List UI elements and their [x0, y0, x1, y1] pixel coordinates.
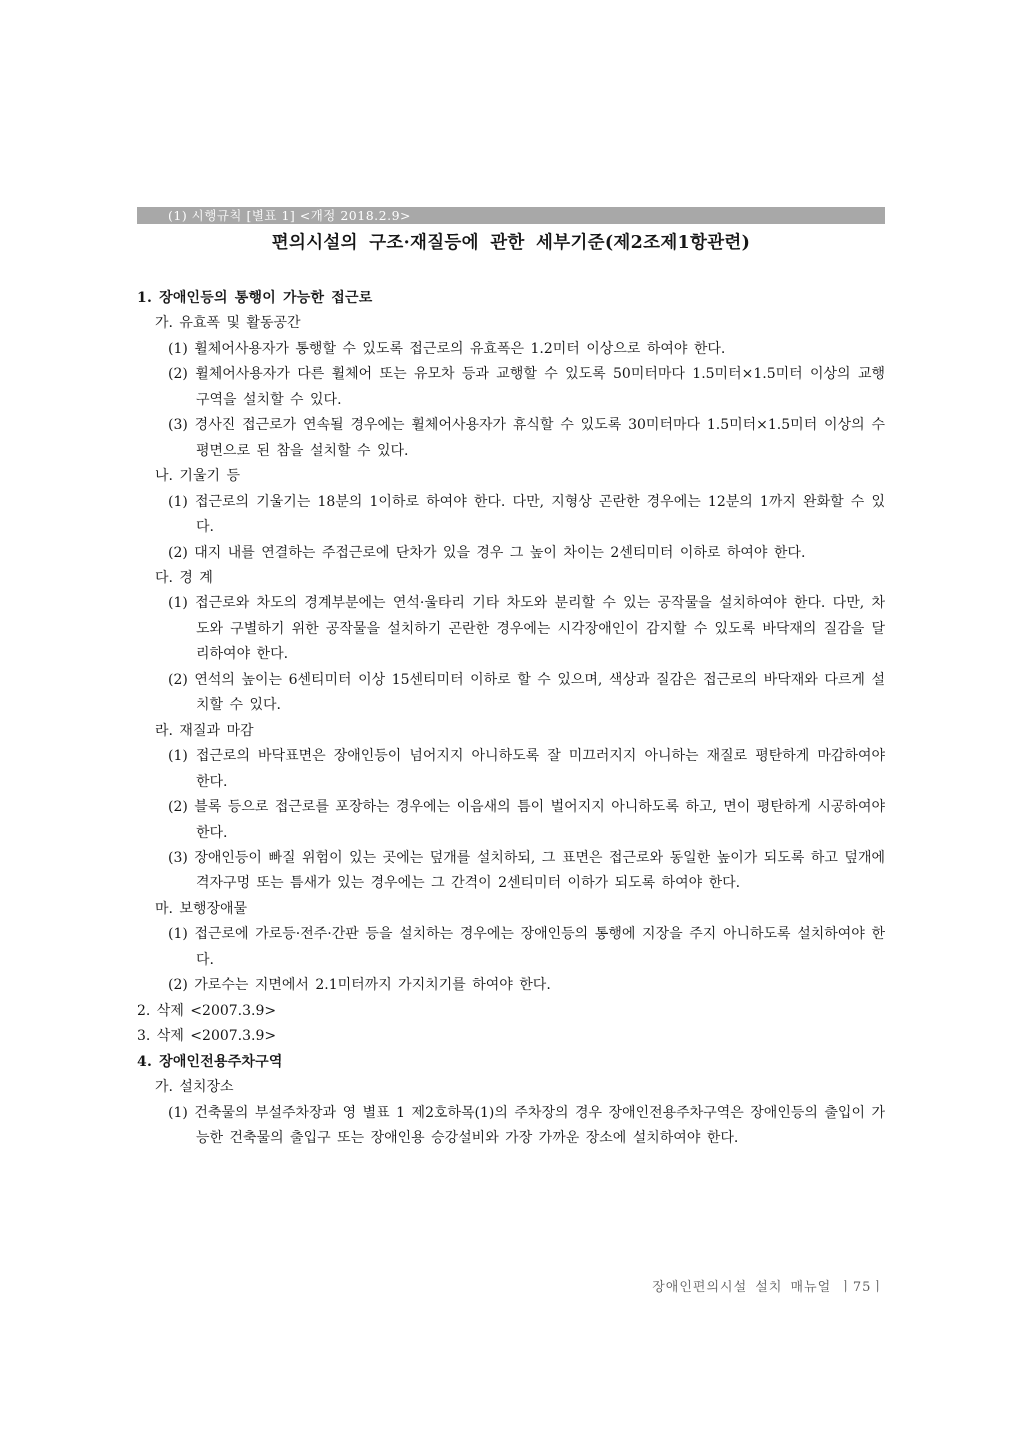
paragraph: (2) 블록 등으로 접근로를 포장하는 경우에는 이음새의 틈이 벌어지지 아니하도록 하고, 면이 평탄하게 시공하여야 한다.: [168, 799, 885, 841]
paragraph: (1) 접근로에 가로등·전주·간판 등을 설치하는 경우에는 장애인등의 통행에 지장을 주지 아니하도록 설치하여야 한다.: [168, 926, 885, 968]
paragraph: (1) 휠체어사용자가 통행할 수 있도록 접근로의 유효폭은 1.2미터 이상으로 하여야 한다.: [168, 340, 726, 357]
paragraph: 라. 재질과 마감: [155, 722, 254, 739]
paragraph: 4. 장애인전용주차구역: [137, 1053, 283, 1070]
paragraph: (2) 가로수는 지면에서 2.1미터까지 가지치기를 하여야 한다.: [168, 977, 551, 994]
revision-header-bar: (1) 시행규칙 [별표 1] <개정 2018.2.9>: [137, 207, 885, 224]
paragraph: 나. 기울기 등: [155, 468, 240, 485]
paragraph: 1. 장애인등의 통행이 가능한 접근로: [137, 290, 373, 306]
paragraph: (1) 접근로의 기울기는 18분의 1이하로 하여야 한다. 다만, 지형상 곤란한 경우에는 12분의 1까지 완화할 수 있다.: [168, 493, 885, 536]
paragraph: (3) 경사진 접근로가 연속될 경우에는 휠체어사용자가 휴식할 수 있도록 30미터마다 1.5미터×1.5미터 이상의 수평면으로 된 참을 설치할 수 있다.: [168, 417, 885, 459]
paragraph: (2) 연석의 높이는 6센티미터 이상 15센티미터 이하로 할 수 있으며, 색상과 질감은 접근로의 바닥재와 다르게 설치할 수 있다.: [168, 671, 885, 714]
paragraph: 3. 삭제 <2007.3.9>: [137, 1028, 277, 1045]
paragraph: (3) 장애인등이 빠질 위험이 있는 곳에는 덮개를 설치하되, 그 표면은 접근로와 동일한 높이가 되도록 하고 덮개에 격자구멍 또는 틈새가 있는 경우에는 그 간격이 2센티미터 이하가 되도록 하여야 한다.: [168, 849, 885, 892]
paragraph: (1) 건축물의 부설주차장과 영 별표 1 제2호하목(1)의 주차장의 경우 장애인전용주차구역은 장애인등의 출입이 가능한 건축물의 출입구 또는 장애인용 승강설비와 가장 가까운 장소에 설치하여야 한다.: [168, 1104, 885, 1146]
document-body: [137, 286, 885, 1151]
document-title: 편의시설의 구조·재질등에 관한 세부기준(제2조제1항관련): [271, 233, 751, 253]
paragraph: (2) 대지 내를 연결하는 주접근로에 단차가 있을 경우 그 높이 차이는 2센티미터 이하로 하여야 한다.: [168, 544, 806, 561]
paragraph: 가. 유효폭 및 활동공간: [155, 315, 301, 332]
paragraph: 다. 경 계: [155, 569, 213, 586]
paragraph: (1) 접근로의 바닥표면은 장애인등이 넘어지지 아니하도록 잘 미끄러지지 아니하는 재질로 평탄하게 마감하여야 한다.: [168, 748, 885, 790]
page-footer: 장애인편의시설 설치 매뉴얼 ㅣ75ㅣ: [652, 1280, 885, 1295]
paragraph: 마. 보행장애물: [155, 900, 248, 917]
paragraph: (1) 접근로와 차도의 경계부분에는 연석·울타리 기타 차도와 분리할 수 있는 공작물을 설치하여야 한다. 다만, 차도와 구별하기 위한 공작물을 설치하기 곤란한 경우에는 시각장애인이 감지할 수 있도록 바닥재의 질감을 달리하여야 한다.: [168, 595, 885, 663]
paragraph: 2. 삭제 <2007.3.9>: [137, 1002, 277, 1019]
paragraph: 가. 설치장소: [155, 1079, 234, 1096]
paragraph: (2) 휠체어사용자가 다른 휠체어 또는 유모차 등과 교행할 수 있도록 50미터마다 1.5미터×1.5미터 이상의 교행구역을 설치할 수 있다.: [168, 366, 885, 408]
